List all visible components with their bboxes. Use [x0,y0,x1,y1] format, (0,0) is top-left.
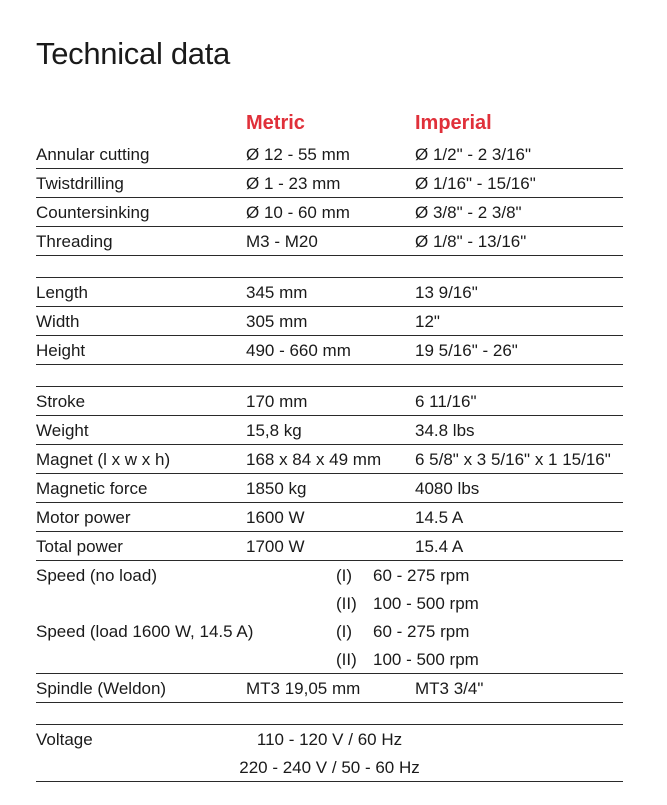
table-row [36,532,623,561]
table-row [36,503,623,532]
row-label: Magnetic force [36,479,148,498]
voltage-value: 220 - 240 V / 50 - 60 Hz [239,758,420,777]
row-label: Speed (no load) [36,566,157,585]
speed-row [36,617,623,645]
row-label: Length [36,283,88,302]
imperial-value: Ø 1/16" - 15/16" [415,174,536,193]
row-label: Weight [36,421,89,440]
column-headers [36,108,623,140]
row-label: Threading [36,232,113,251]
metric-value: 1850 kg [246,479,307,498]
gear-label: (II) [336,594,357,613]
metric-value: Ø 10 - 60 mm [246,203,350,222]
section-divider [36,703,623,725]
metric-value: 1600 W [246,508,305,527]
table-row [36,474,623,503]
imperial-value: 6 5/8" x 3 5/16" x 1 15/16" [415,450,611,469]
table-row [36,198,623,227]
metric-value: MT3 19,05 mm [246,679,361,698]
imperial-value: 34.8 lbs [415,421,475,440]
metric-value: 15,8 kg [246,421,302,440]
imperial-value: Ø 1/8" - 13/16" [415,232,527,251]
table-row [36,445,623,474]
row-label: Twistdrilling [36,174,124,193]
table-row [36,307,623,336]
gear-label: (I) [336,622,353,641]
metric-header: Metric [246,112,305,134]
imperial-value: 15.4 A [415,537,464,556]
row-label: Motor power [36,508,131,527]
metric-value: 345 mm [246,283,308,302]
table-row [36,169,623,198]
row-label: Total power [36,537,123,556]
metric-value: Ø 1 - 23 mm [246,174,341,193]
section-divider [36,365,623,387]
metric-value: M3 - M20 [246,232,318,251]
rpm-range: 100 - 500 rpm [373,650,479,669]
imperial-value: 19 5/16" - 26" [415,341,518,360]
imperial-header: Imperial [415,112,492,134]
section-divider [36,256,623,278]
metric-value: Ø 12 - 55 mm [246,145,350,164]
metric-value: 168 x 84 x 49 mm [246,450,382,469]
row-label: Annular cutting [36,145,150,164]
table-row [36,416,623,445]
voltage-row [36,753,623,782]
row-label: Voltage [36,730,93,749]
rpm-range: 60 - 275 rpm [373,622,470,641]
rpm-range: 60 - 275 rpm [373,566,470,585]
gear-label: (I) [336,566,353,585]
imperial-value: 6 11/16" [415,392,477,411]
metric-value: 305 mm [246,312,308,331]
table-row [36,674,623,703]
row-label: Stroke [36,392,86,411]
speed-row [36,645,623,674]
table-row [36,336,623,365]
row-label: Countersinking [36,203,150,222]
row-label: Width [36,312,80,331]
technical-data-table [36,108,623,782]
speed-row [36,589,623,617]
table-row [36,278,623,307]
table-row [36,140,623,169]
voltage-value: 110 - 120 V / 60 Hz [256,730,403,749]
rpm-range: 100 - 500 rpm [373,594,479,613]
imperial-value: 14.5 A [415,508,464,527]
gear-label: (II) [336,650,357,669]
page-title: Technical data [36,36,230,71]
table-row [36,387,623,416]
metric-value: 490 - 660 mm [246,341,351,360]
imperial-value: 4080 lbs [415,479,480,498]
speed-row [36,561,623,589]
imperial-value: 13 9/16" [415,283,478,302]
row-label: Magnet (l x w x h) [36,450,171,469]
row-label: Spindle (Weldon) [36,679,167,698]
metric-value: 1700 W [246,537,305,556]
table-row [36,227,623,256]
imperial-value: MT3 3/4" [415,679,484,698]
imperial-value: Ø 3/8" - 2 3/8" [415,203,522,222]
imperial-value: Ø 1/2" - 2 3/16" [415,145,532,164]
row-label: Height [36,341,86,360]
voltage-row [36,725,623,753]
imperial-value: 12" [415,312,440,331]
metric-value: 170 mm [246,392,308,411]
row-label: Speed (load 1600 W, 14.5 A) [36,622,254,641]
